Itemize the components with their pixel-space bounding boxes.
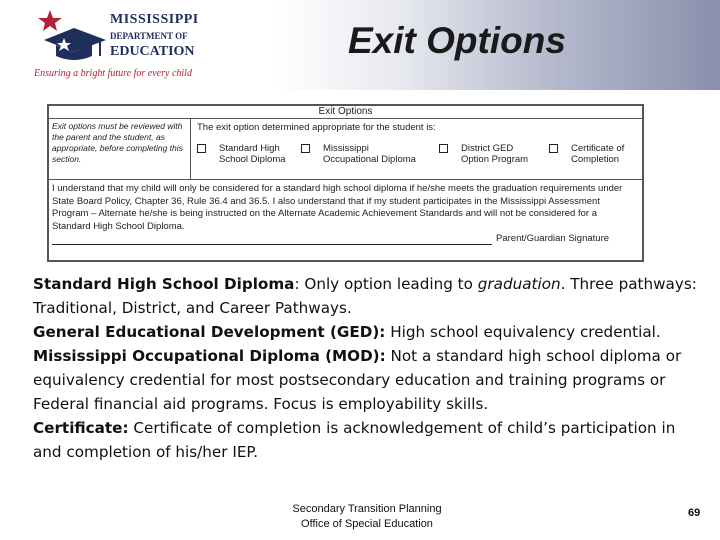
option-line-2: Option Program <box>461 154 529 165</box>
term-mod: Mississippi Occupational Diploma (MOD): <box>33 347 386 365</box>
page-title: Exit Options <box>348 20 566 61</box>
exit-options-description <box>33 272 703 464</box>
logo-line-3: EDUCATION <box>110 44 195 59</box>
paragraph-text: : Only option leading to <box>294 275 478 293</box>
form-determined-label: The exit option determined appropriate for the student is: <box>197 122 436 133</box>
checkbox-icon <box>301 144 310 153</box>
logo-tagline: Ensuring a bright future for every child <box>34 68 192 79</box>
footer-line-2: Office of Special Education <box>301 518 433 530</box>
exit-options-form-image <box>47 104 644 262</box>
signature-label: Parent/Guardian Signature <box>496 233 610 244</box>
footer <box>262 502 472 532</box>
paragraph-text: . Three pathways: Traditional, District, and Career Pathways. <box>33 275 697 317</box>
option-line-1: Mississippi <box>323 143 369 154</box>
option-line-1: District GED <box>461 143 514 154</box>
paragraph-text: High school equivalency credential. <box>385 323 661 341</box>
form-review-note: Exit options must be reviewed with the parent and the student, as appropriate, before completing this section. <box>52 121 183 164</box>
term-ged: General Educational Development (GED): <box>33 323 386 341</box>
form-statement: I understand that my child will only be considered for a standard high school diploma if he/she meets the graduation requirements under State Board Policy, Chapter 36, Rule 36.4 and 36.5. I also understand that if my student participates in the Mississippi Assessment Program – Alternate he/she is being instructed on the Alternate Academic Achievement Standards and will not be considered for a Standard High School Diploma. <box>52 183 623 232</box>
logo-line-1: MISSISSIPPI <box>110 12 199 27</box>
checkbox-icon <box>439 144 448 153</box>
option-line-2: School Diploma <box>219 154 286 165</box>
term-graduation: graduation <box>477 275 561 293</box>
mde-logo <box>30 4 210 84</box>
paragraph-ged <box>33 320 703 344</box>
form-options-row <box>49 119 642 180</box>
paragraph-text: Certificate of completion is acknowledgement of child’s participation in and completion of his/her IEP. <box>33 419 676 461</box>
form-heading: Exit Options <box>49 106 642 119</box>
checkbox-icon <box>197 144 206 153</box>
logo-line-2: DEPARTMENT OF <box>110 31 188 41</box>
mortarboard-icon <box>36 6 108 64</box>
paragraph-text: Not a standard high school diploma or equivalency credential for most postsecondary education and training programs or Federal financial aid programs. Focus is employability skills. <box>33 347 682 413</box>
paragraph-standard-diploma <box>33 272 703 320</box>
option-line-1: Certificate of <box>571 143 625 154</box>
checkbox-icon <box>549 144 558 153</box>
page-number: 69 <box>688 507 701 519</box>
option-line-2: Completion <box>571 154 620 165</box>
term-standard-diploma: Standard High School Diploma <box>33 275 295 293</box>
term-certificate: Certificate: <box>33 419 129 437</box>
option-line-1: Standard High <box>219 143 280 154</box>
footer-line-1: Secondary Transition Planning <box>292 503 442 515</box>
form-divider <box>190 119 191 179</box>
signature-line <box>52 244 492 245</box>
paragraph-mod <box>33 344 703 416</box>
option-line-2: Occupational Diploma <box>323 154 416 165</box>
paragraph-certificate <box>33 416 703 464</box>
